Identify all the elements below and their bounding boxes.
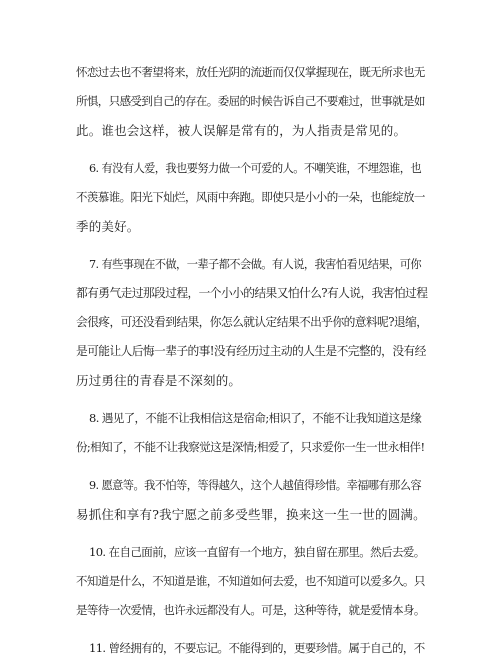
text-line: 都有勇气走过那段过程，一个小小的结果又怕什么?有人说，我害怕过程 <box>76 286 428 300</box>
paragraph-10 <box>76 538 428 625</box>
text-line: 9. 愿意等。我不怕等，等得越久，这个人越值得珍惜。幸福哪有那么容 <box>89 479 422 492</box>
text-line: 历过勇往的青春是不深刻的。 <box>76 373 242 388</box>
text-line: 此。谁也会这样，被人误解是常有的，为人指责是常见的。 <box>76 123 407 138</box>
text-line: 7. 有些事现在不做，一辈子都不会做。有人说，我害怕看见结果，可你 <box>89 258 422 271</box>
document-body <box>76 58 428 672</box>
paragraph-9 <box>76 471 428 529</box>
text-line: 8. 遇见了，不能不让我相信这是宿命;相识了，不能不让我知道这是缘 <box>89 411 422 425</box>
text-line: 怀恋过去也不奢望将来，放任光阴的流逝而仅仅掌握现在，既无所求也无 <box>76 65 425 79</box>
text-line: 11. 曾经拥有的，不要忘记。不能得到的，更要珍惜。属于自己的，不 <box>89 641 425 655</box>
text-line: 不羡慕谁。阳光下灿烂，风雨中奔跑。即使只是小小的一朵，也能绽放一 <box>76 190 425 204</box>
text-line: 季的美好。 <box>76 219 140 234</box>
text-line: 所惧，只感受到自己的存在。委屈的时候告诉自己不要难过，世事就是如 <box>76 94 425 108</box>
text-line: 6. 有没有人爱，我也要努力做一个可爱的人。不嘲笑谁，不埋怨谁，也 <box>89 162 422 175</box>
paragraph-7 <box>76 250 428 395</box>
text-line: 不知道是什么，不知道是谁，不知道如何去爱，也不知道可以爱多久。只 <box>76 574 425 588</box>
text-line: 易抓住和享有?我宁愿之前多受些罪，换来这一生一世的圆满。 <box>76 507 426 522</box>
text-line: 是等待一次爱情，也许永远都没有人。可是，这种等待，就是爱情本身。 <box>76 603 425 617</box>
text-line: 会很疼，可还没看到结果，你怎么就认定结果不出乎你的意料呢?退缩， <box>76 315 428 329</box>
text-line: 份;相知了，不能不让我察觉这是深情;相爱了，只求爱你一生一世永相伴! <box>76 440 425 454</box>
text-line: 是可能让人后悔一辈子的事!没有经历过主动的人生是不完整的，没有经 <box>76 344 426 358</box>
paragraph-6 <box>76 154 428 241</box>
paragraph-11 <box>76 634 428 663</box>
text-line: 10. 在自己面前，应该一直留有一个地方，独自留在那里。然后去爱。 <box>89 545 425 559</box>
paragraph-5-continued <box>76 58 428 145</box>
paragraph-8 <box>76 404 428 462</box>
